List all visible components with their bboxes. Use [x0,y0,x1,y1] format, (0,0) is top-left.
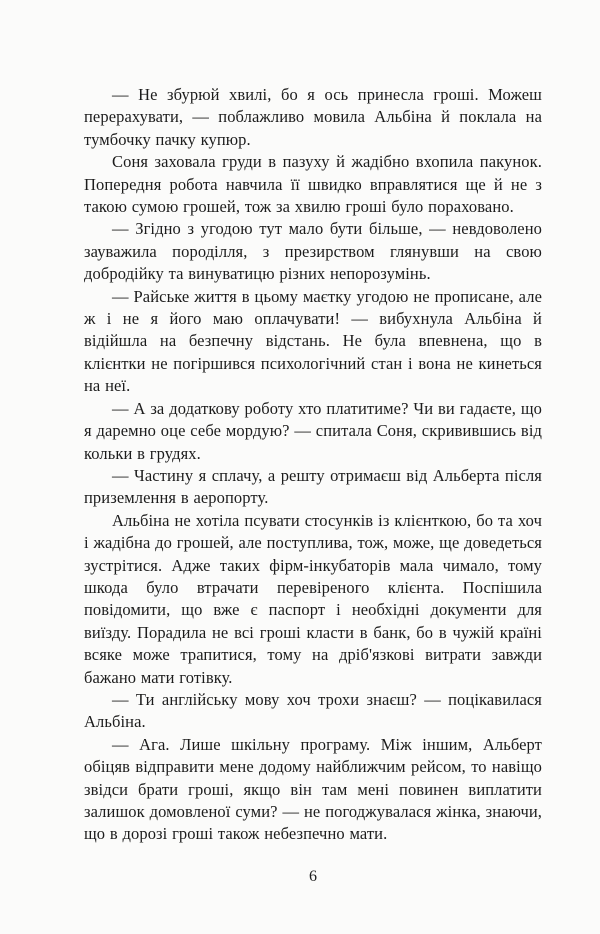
paragraph: — А за додаткову роботу хто платитиме? Чи ви гадаєте, що я даремно оце себе мордую? — спитала Соня, скривившись від кольки в грудях. [84,398,542,463]
paragraph: — Не збурюй хвилі, бо я ось принесла гроші. Можеш перерахувати, — поблажливо мовила Альбіна й поклала на тумбочку пачку купюр. [84,85,542,149]
paragraph: Альбіна не хотіла псувати стосунків із клієнткою, бо та хоч і жадібна до грошей, але поступлива, тож, може, ще доведеться зустрітися. Адже таких фірм-інкубаторів мала чимало, тому шкода було втрачати перевіреного клієнта. Поспішила повідомити, що вже є паспорт і необхідні документи для виїзду. Порадила не всі гроші класти в банк, бо в чужій країні всяке може трапитися, тому на дріб'язкові витрати завжди бажано мати готівку. [84,510,542,687]
text-block [84,84,542,846]
paragraph: — Частину я сплачу, а решту отримаєш від Альберта після приземлення в аеропорту. [84,465,542,508]
paragraph: — Згідно з угодою тут мало бути більше, — невдоволено зауважила породілля, з презирством глянувши на свою добродійку та винуватицю різних непорозумінь. [84,219,542,284]
paragraph: — Ти англійську мову хоч трохи знаєш? — поцікавилася Альбіна. [84,689,542,732]
paragraph: — Ага. Лише шкільну програму. Між іншим, Альберт обіцяв відправити мене додому найближчим рейсом, то навіщо звідси брати гроші, якщо він там мені повинен виплатити залишок домовленої суми? — не погоджувалася жінка, знаючи, що в дорозі гроші також небезпечно мати. [84,734,542,844]
paragraph: Соня заховала груди в пазуху й жадібно вхопила пакунок. Попередня робота навчила її швидко вправлятися ще й не з такою сумою грошей, тож за хвилю гроші було пораховано. [84,152,542,217]
page-number: 6 [309,868,317,885]
paragraph: — Райське життя в цьому маєтку угодою не прописане, але ж і не я його маю оплачувати! — вибухнула Альбіна й відійшла на безпечну відстань. Не була впевнена, що в клієнтки не погіршився психологічний стан і вона не кинеться на неї. [84,286,542,396]
